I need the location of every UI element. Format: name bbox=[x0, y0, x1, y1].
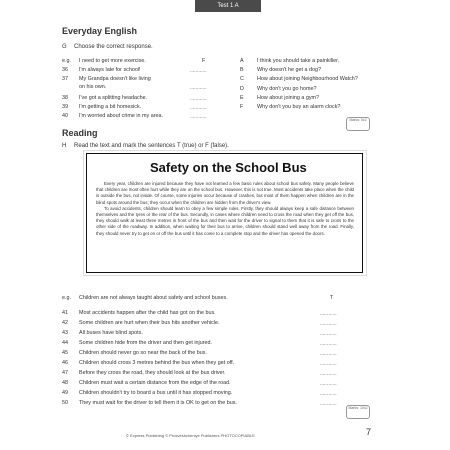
reading-instruction bbox=[62, 143, 229, 149]
footer-copyright: © Express Publishing © Prosveshcheniye Publishers PHOTOCOPIABLE bbox=[126, 433, 255, 438]
list-item: C How about joining Neighbourhood Watch? bbox=[240, 76, 358, 82]
list-item: 48 Children must wait a certain distance from the edge of the road. bbox=[62, 380, 231, 386]
list-item: 37 My Grandpa doesn't like living bbox=[62, 76, 151, 82]
list-item: 44 Some children hide from the driver and then get injured. bbox=[62, 340, 213, 346]
story-paragraph: Every year, children are injured because they have not learned a few basic rules about school bus safety. Many people believe that children are most often hurt while they are on the school bus. However, this is not true. Most accidents take place when the child is outside the bus, not inside. Of course, some injuries occur because of crashes, but most of them happen when children are in the blind spots around the bus; they occur when the children are hidden from the driver's view. bbox=[96, 181, 354, 205]
story-text bbox=[96, 181, 354, 237]
story-paragraph: To avoid accidents, children should learn to obey a few simple rules. Firstly, they should always keep a safe distance between themselves and the tyres or the rear of the bus. Secondly, in cases where children need to cross the road when they get off the bus, they should walk at least three metres in front of the bus and then wait for the driver to signal to them that it is safe to cross to the other side of the roadway. In addition, when waiting for their bus to arrive, children should stand well away from the road. Finally, they should never try to get on or off the bus until it has come to a complete stop and the driver has opened the doors. bbox=[96, 205, 354, 236]
everyday-english-title: Everyday English bbox=[62, 26, 138, 36]
answer-blank[interactable]: ............ bbox=[320, 351, 337, 357]
section-label-g: G bbox=[62, 44, 67, 50]
page-number: 7 bbox=[366, 427, 372, 437]
answer-blank[interactable]: ............ bbox=[190, 96, 207, 102]
list-item: e.g. Children are not always taught about safety and school buses. bbox=[62, 295, 228, 301]
answer-blank[interactable]: ............ bbox=[190, 105, 207, 111]
list-item: B Why doesn't he get a dog? bbox=[240, 67, 321, 73]
answer-blank[interactable]: ............ bbox=[320, 361, 337, 367]
answer-blank[interactable]: ............ bbox=[320, 391, 337, 397]
answer-blank[interactable]: ............ bbox=[320, 311, 337, 317]
list-item: 43 All buses have blind spots. bbox=[62, 330, 143, 336]
list-item: E How about joining a gym? bbox=[240, 95, 320, 101]
list-item: 47 Before they cross the road, they should look at the bus driver. bbox=[62, 370, 226, 376]
test-tab: Test 1 A bbox=[195, 0, 261, 12]
list-item: D Why don't you go home? bbox=[240, 86, 317, 92]
list-item: 39 I'm getting a bit homesick. bbox=[62, 104, 142, 110]
list-item: 38 I've got a splitting headache. bbox=[62, 95, 148, 101]
answer-blank[interactable]: ............ bbox=[320, 341, 337, 347]
answer-text: T bbox=[330, 295, 334, 301]
reading-title: Reading bbox=[62, 128, 98, 138]
answer-blank[interactable]: ............ bbox=[320, 371, 337, 377]
list-item: on his own. bbox=[79, 84, 107, 90]
marks-box: Marks: 10x2 bbox=[346, 405, 370, 419]
answer-blank[interactable]: ............ bbox=[320, 321, 337, 327]
list-item: e.g. I need to get more exercise. bbox=[62, 58, 146, 64]
story-title: Safety on the School Bus bbox=[150, 160, 307, 175]
list-item: 45 Children should never go so near the back of the bus. bbox=[62, 350, 207, 356]
list-item: 36 I'm always late for school! bbox=[62, 67, 141, 73]
list-item: 46 Children should cross 3 metres behind the bus when they get off. bbox=[62, 360, 235, 366]
list-item: A I think you should take a painkiller. bbox=[240, 58, 340, 64]
answer-blank[interactable]: ............ bbox=[190, 85, 207, 91]
section-label-h: H bbox=[62, 143, 67, 149]
list-item: F Why don't you buy an alarm clock? bbox=[240, 104, 341, 110]
everyday-instruction bbox=[62, 44, 153, 50]
reading-instruction-text: Read the text and mark the sentences T (true) or F (false). bbox=[74, 143, 229, 149]
list-item: 40 I'm worried about crime in my area. bbox=[62, 113, 164, 119]
answer-text: F bbox=[202, 58, 206, 64]
everyday-instruction-text: Choose the correct response. bbox=[74, 44, 153, 50]
answer-blank[interactable]: ............ bbox=[320, 331, 337, 337]
answer-blank[interactable]: ............ bbox=[190, 68, 207, 74]
marks-box: Marks: 5x2 bbox=[346, 117, 370, 131]
list-item: 41 Most accidents happen after the child has got on the bus. bbox=[62, 310, 216, 316]
list-item: 50 They must wait for the driver to tell them it is OK to get on the bus. bbox=[62, 400, 237, 406]
list-item: 49 Children shouldn't try to board a bus until it has stopped moving. bbox=[62, 390, 233, 396]
answer-blank[interactable]: ............ bbox=[190, 114, 207, 120]
answer-blank[interactable]: ............ bbox=[320, 401, 337, 407]
answer-blank[interactable]: ............ bbox=[320, 381, 337, 387]
list-item: 42 Some children are hurt when their bus hits another vehicle. bbox=[62, 320, 220, 326]
